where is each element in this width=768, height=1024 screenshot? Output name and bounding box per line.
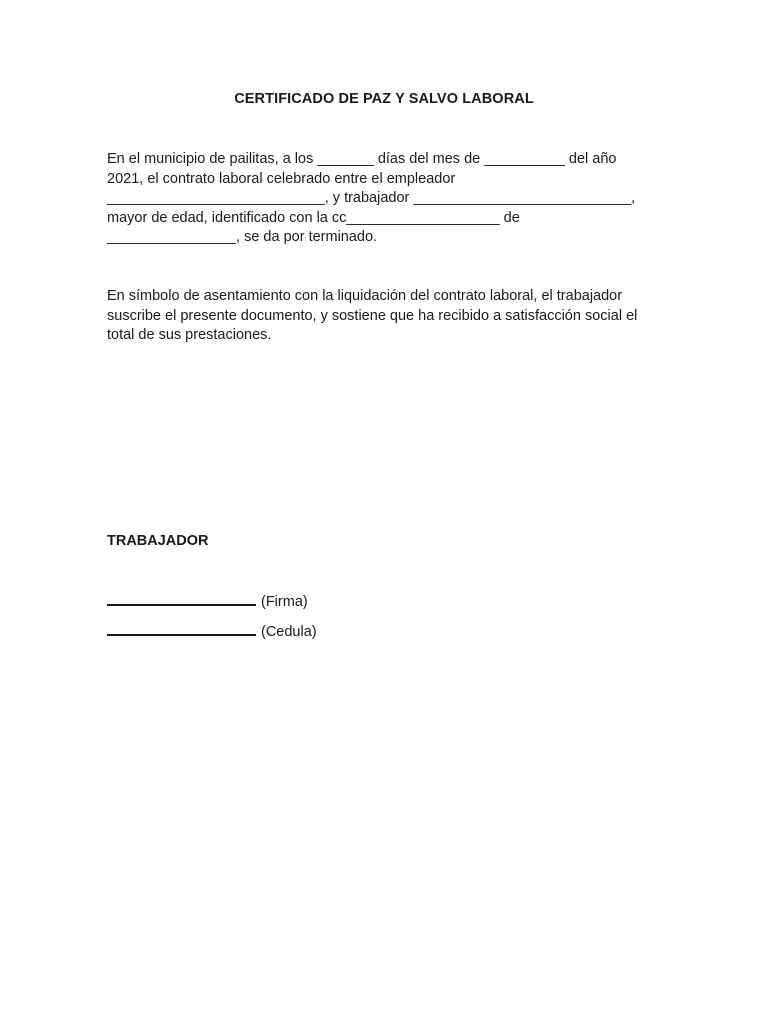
signature-line [107, 592, 308, 610]
settlement-paragraph: En símbolo de asentamiento con la liquidación del contrato laboral, el trabajador suscribe el presente documento, y sostiene que ha recibido a satisfacción social el total de sus prestaciones. [107, 288, 638, 343]
signature-blank [107, 592, 256, 606]
id-number-line [107, 622, 317, 640]
contract-termination-paragraph: En el municipio de pailitas, a los _______ días del mes de __________ del año 2021, el contrato laboral celebrado entre el empleador ___________________________, y trabajador ___________________________, mayor de edad, identificado con la cc___________________ de ________________, se da por terminado. [107, 151, 636, 245]
id-number-caption: (Cedula) [261, 624, 317, 640]
id-number-blank [107, 622, 256, 636]
document-title: CERTIFICADO DE PAZ Y SALVO LABORAL [234, 91, 534, 107]
signature-caption: (Firma) [261, 594, 308, 610]
worker-section-label: TRABAJADOR [107, 533, 209, 549]
